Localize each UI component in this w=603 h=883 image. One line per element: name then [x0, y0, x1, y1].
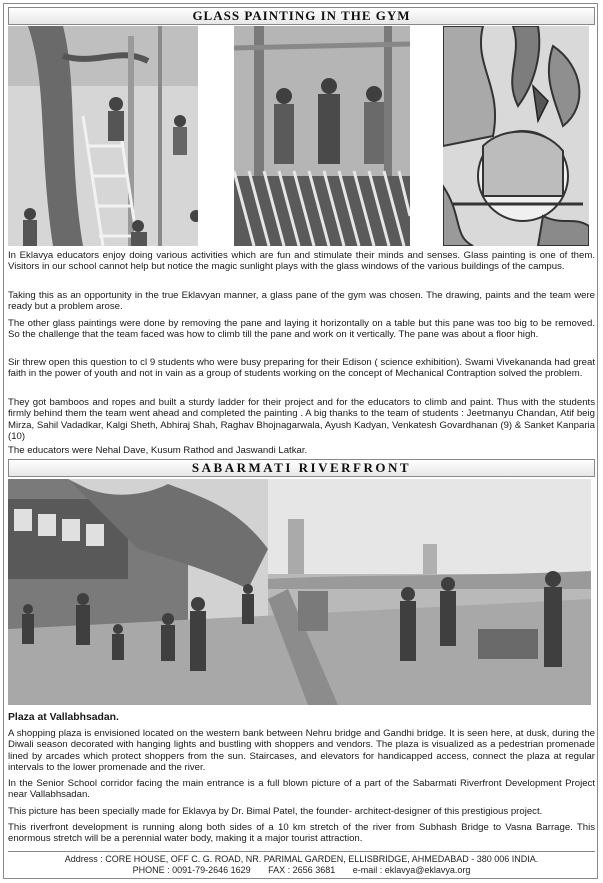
photo-ladder-painting: [8, 26, 198, 246]
section-title-sabarmati: SABARMATI RIVERFRONT: [8, 459, 595, 477]
subheading-plaza: Plaza at Vallabhsadan.: [8, 712, 119, 723]
paragraph-development: This riverfront development is running along both sides of a 10 km stretch of the river from Subhash Bridge to Vasna Barrage. This enormous stretch will be a perennial water body, making it a major tourist attraction.: [8, 822, 595, 845]
paragraph-educators: The educators were Nehal Dave, Kusum Rathod and Jaswandi Latkar.: [8, 445, 308, 456]
photo-glass-painting-design: [443, 26, 589, 246]
photo-bamboo-platform: [234, 26, 410, 246]
paragraph-corridor: In the Senior School corridor facing the main entrance is a full blown picture of a part of the Sabarmati Riverfront Development Project near Vallabhsadan.: [8, 778, 595, 801]
illustration-riverfront-plaza: [8, 479, 591, 705]
section-title-glass-painting: GLASS PAINTING IN THE GYM: [8, 7, 595, 25]
footer-contact: PHONE : 0091-79-2646 1629 FAX : 2656 3681 e-mail : eklavya@eklavya.org: [132, 865, 471, 875]
paragraph-question: Sir threw open this question to cl 9 students who were busy preparing for their Edison ( science exhibition). Swami Vivekananda had great faith in the power of youth and not in vain as a group of students working on the concept of Mechanical Contraption solved the problem.: [8, 357, 595, 380]
paragraph-opportunity: Taking this as an opportunity in the true Eklavyan manner, a glass pane of the gym was chosen. The drawing, paints and the team were ready but a problem arose.: [8, 290, 595, 313]
paragraph-intro: In Eklavya educators enjoy doing various activities which are fun and stimulate their minds and senses. Glass painting is one of them. Visitors in our school cannot help but notice the magic sunlight plays with the glass windows of the various buildings of the campus.: [8, 250, 595, 273]
paragraph-ladder-team: They got bamboos and ropes and built a sturdy ladder for their project and for the educators to climb and paint. Thus with the students firmly behind them the team went ahead and completed the painting . A big thanks to the team of students : Jeetmanyu Chandan, Atif beig Mirza, Sahil Vadadkar, Kalgi Sheth, Abhiraj Shah, Raghav Bhojnagarwala, Ayush Kadyan, Venkatesh Govardhanan (9) & Sanket Kanparia (10): [8, 397, 595, 443]
footer-address: Address : CORE HOUSE, OFF C. G. ROAD, NR. PARIMAL GARDEN, ELLISBRIDGE, AHMEDABAD - 380 006 INDIA.: [64, 854, 539, 864]
paragraph-challenge: The other glass paintings were done by removing the pane and laying it horizontally on a table but this pane was too big to be removed. So the challenge that the team faced was how to climb till the pane and work on it vertically. The pane was about a floor high.: [8, 318, 595, 341]
paragraph-bimal-patel: This picture has been specially made for Eklavya by Dr. Bimal Patel, the founder- architect-designer of this prestigious project.: [8, 806, 543, 817]
footer-divider: [8, 851, 595, 852]
paragraph-plaza: A shopping plaza is envisioned located on the western bank between Nehru bridge and Gandhi bridge. It is seen here, at dusk, during the Diwali season decorated with hanging lights and bustling with shoppers and vendors. The plaza is visualized as a pedestrian promenade lined by arcades which protect shoppers from the sun. Staircases, and elevators for handicapped access, connect the plaza at regular intervals to the lower promenade and the river.: [8, 728, 595, 774]
